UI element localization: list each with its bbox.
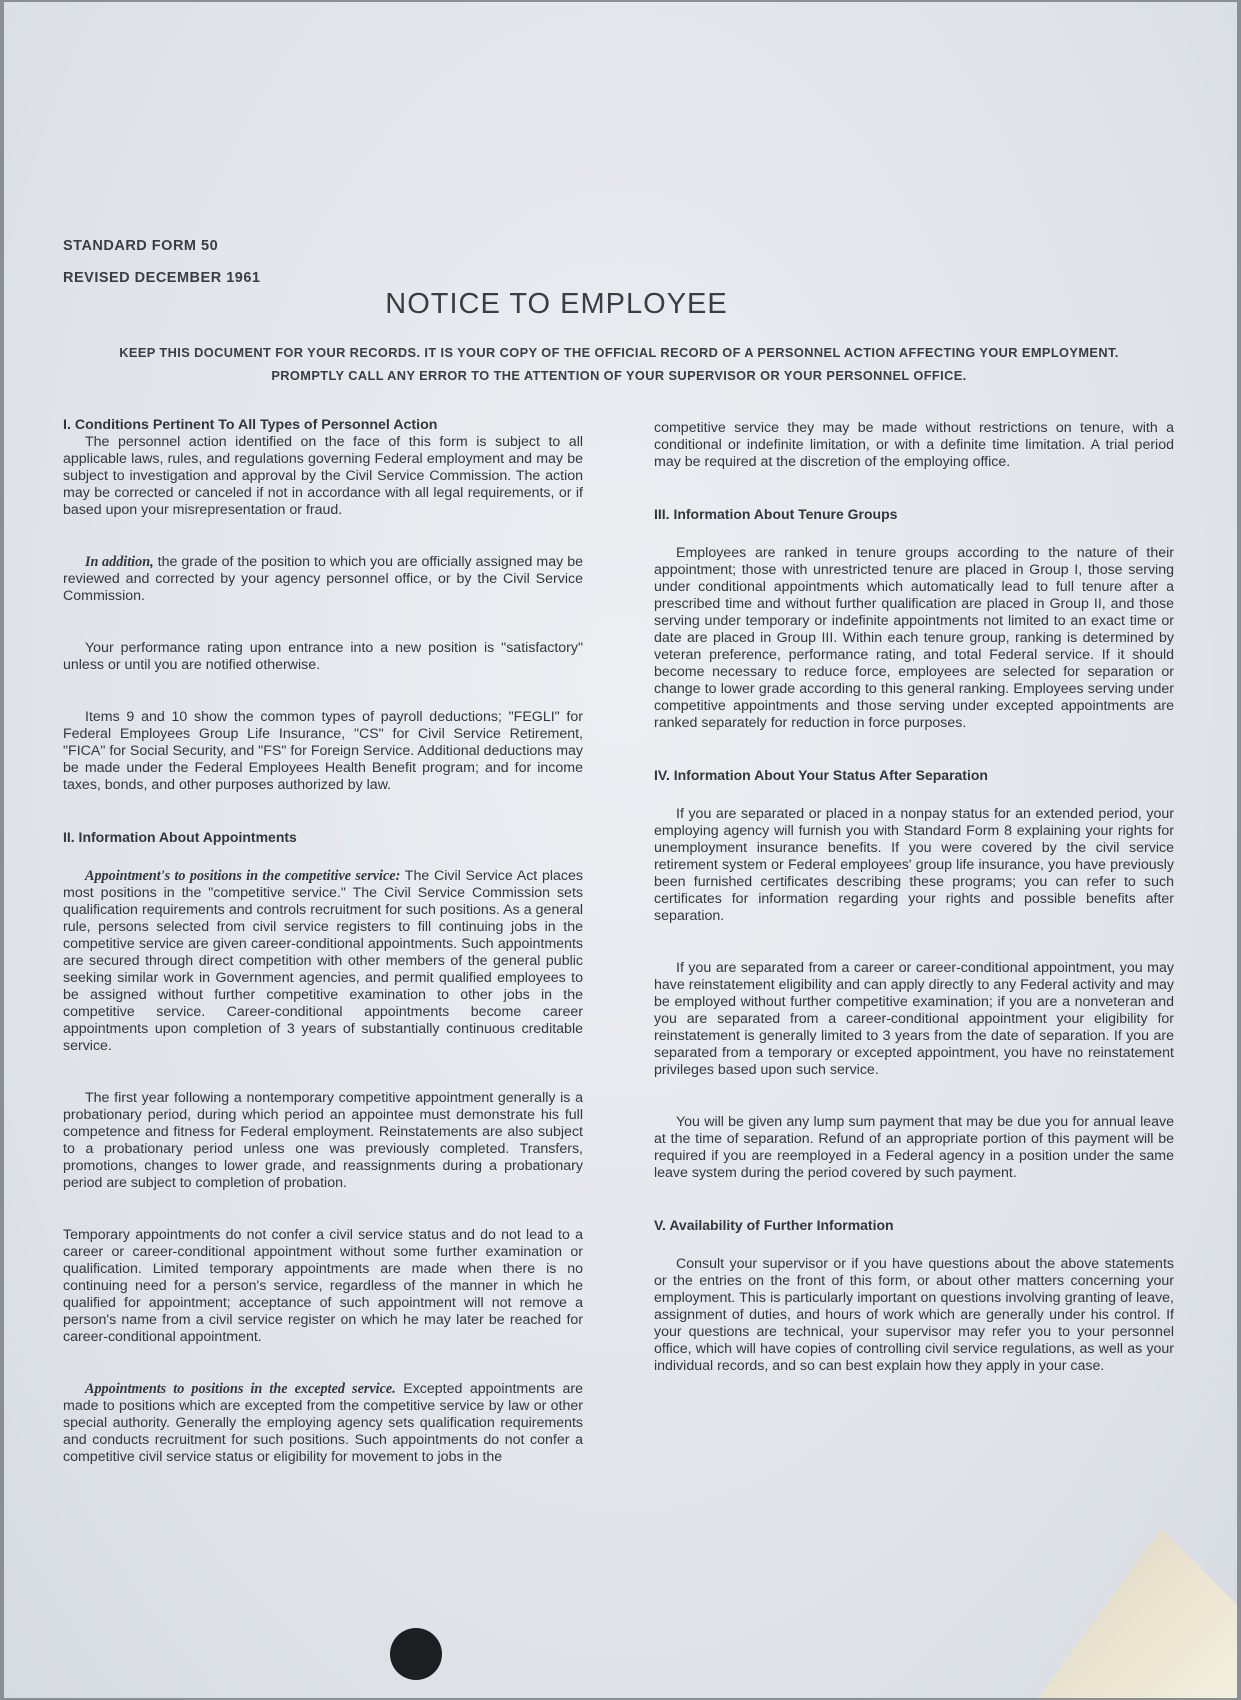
section-2-paragraph-4: Appointments to positions in the excepted service. Excepted appointments are made to positions which are excepted from the competitive service by law or other special authority. Generally the employing agency sets qualification requirements and conducts recruitment for such positions. Such appointments do not confer a competitive civil service status or eligibility for movement to jobs in the [63, 1381, 584, 1465]
section-1-paragraph-3: Your performance rating upon entrance into a new position is "satisfactory" unless or until you are notified otherwise. [63, 640, 583, 673]
folded-corner [1037, 1528, 1237, 1698]
right-column [654, 420, 1174, 1410]
keep-notice-line-1: KEEP THIS DOCUMENT FOR YOUR RECORDS. IT IS YOUR COPY OF THE OFFICIAL RECORD OF A PERSONNEL ACTION AFFECTING YOUR EMPLOYMENT. [119, 345, 1119, 360]
keep-notice-line-2: PROMPTLY CALL ANY ERROR TO THE ATTENTION OF YOUR SUPERVISOR OR YOUR PERSONNEL OFFICE. [271, 368, 967, 383]
section-2-paragraph-3: Temporary appointments do not confer a civil service status and do not lead to a career or career-conditional appointment without some further examination or qualification. Limited temporary appointments are made when there is no continuing need for a person's service, regardless of the manner in which he qualified for appointment; acceptance of such appointment will not remove a person's name from a civil service register on which he may later be reached for career-conditional appointment. [63, 1227, 583, 1345]
paragraph-lead: Appointment's to positions in the competitive service: [85, 868, 401, 884]
section-4-heading: IV. Information About Your Status After Separation [654, 767, 988, 783]
section-1-paragraph-1: The personnel action identified on the face of this form is subject to all applicable laws, rules, and regulations governing Federal employment and may be subject to investigation and approval by the Civil Service Commission. The action may be corrected or canceled if not in accordance with all legal requirements, or if based upon your misrepresentation or fraud. [63, 434, 583, 518]
section-3-heading: III. Information About Tenure Groups [654, 506, 898, 522]
section-5-paragraph-1: Consult your supervisor or if you have questions about the above statements or the entries on the front of this form, or about other matters concerning your employment. This is particularly important on questions involving granting of leave, assignment of duties, and hours of work which are generally under his control. If your questions are technical, your supervisor may refer you to your personnel office, which will have copies of controlling civil service regulations, as well as your individual records, and so can best explain how they apply in your case. [654, 1256, 1174, 1374]
section-4-paragraph-3: You will be given any lump sum payment that may be due you for annual leave at the time of separation. Refund of an appropriate portion of this payment will be required if you are reemployed in a Federal agency in a position under the same leave system during the period covered by such payment. [654, 1114, 1174, 1181]
section-5-heading: V. Availability of Further Information [654, 1217, 894, 1233]
section-1-paragraph-2: In addition, the grade of the position to which you are officially assigned may be reviewed and corrected by your agency personnel office, or by the Civil Service Commission. [63, 554, 583, 604]
section-2-heading: II. Information About Appointments [63, 829, 297, 845]
paragraph-lead: Appointments to positions in the excepted service. [85, 1381, 396, 1397]
section-2-paragraph-2: The first year following a nontemporary competitive appointment generally is a probationary period, during which period an appointee must demonstrate his full competence and fitness for Federal employment. Reinstatements are also subject to a probationary period unless one was previously completed. Transfers, promotions, changes to lower grade, and reassignments during a probationary period are subject to completion of probation. [63, 1090, 583, 1191]
punch-hole [390, 1628, 442, 1680]
section-1-heading: I. Conditions Pertinent To All Types of Personnel Action [63, 417, 438, 433]
left-column [63, 417, 583, 1501]
document-title: NOTICE TO EMPLOYEE [385, 288, 728, 320]
document-page [4, 2, 1237, 1698]
section-1-paragraph-4: Items 9 and 10 show the common types of payroll deductions; "FEGLI" for Federal Employees Group Life Insurance, "CS" for Civil Service Retirement, "FICA" for Social Security, and "FS" for Foreign Service. Additional deductions may be made under the Federal Employees Health Benefit program; and for income taxes, bonds, and other purposes authorized by law. [63, 709, 583, 793]
section-3-paragraph-1: Employees are ranked in tenure groups according to the nature of their appointment; those with unrestricted tenure are placed in Group I, those serving under conditional appointments which automatically lead to full tenure after a prescribed time and without further qualification are placed in Group II, and those serving under temporary or indefinite appointments not limited to an exact time or date are placed in Group III. Within each tenure group, ranking is determined by veteran preference, performance rating, and total Federal service. If it should become necessary to reduce force, employees are selected for separation or change to lower grade according to this general ranking. Employees serving under competitive appointments and those serving under excepted appointments are ranked separately for reduction in force purposes. [654, 545, 1174, 731]
section-2-paragraph-1: Appointment's to positions in the competitive service: The Civil Service Act places most positions in the "competitive service." The Civil Service Commission sets qualification requirements and controls recruitment for such positions. As a general rule, persons selected from civil service registers to fill continuing jobs in the competitive service are given career-conditional appointments. Such appointments are secured through direct competition with other members of the general public seeking similar work in Government agencies, and permit qualified employees to be assigned without further competitive examination to other jobs in the competitive service. Career-conditional appointments become career appointments upon completion of 3 years of substantially continuous creditable service. [63, 868, 583, 1054]
section-4-paragraph-2: If you are separated from a career or career-conditional appointment, you may have reinstatement eligibility and can apply directly to any Federal activity and may be employed without further competitive examination; if you are a nonveteran and you are separated from a career-conditional appointment your eligibility for reinstatement is generally limited to 3 years from the date of separation. If you are separated from a temporary or excepted appointment, you have no reinstatement privileges based upon such service. [654, 960, 1174, 1078]
section-2-paragraph-4-continued: competitive service they may be made without restrictions on tenure, with a conditional or indefinite limitation, or with a definite time limitation. A trial period may be required at the discretion of the employing office. [654, 420, 1174, 470]
section-4-paragraph-1: If you are separated or placed in a nonpay status for an extended period, your employing agency will furnish you with Standard Form 8 explaining your rights for unemployment insurance benefits. If you were covered by the civil service retirement system or Federal employees' group life insurance, you have previously been furnished certificates describing these programs; you can refer to such certificates for information regarding your rights and possible benefits after separation. [654, 806, 1174, 924]
paragraph-lead: In addition, [85, 554, 154, 570]
revision-date: REVISED DECEMBER 1961 [63, 270, 261, 286]
form-number: STANDARD FORM 50 [63, 238, 219, 254]
